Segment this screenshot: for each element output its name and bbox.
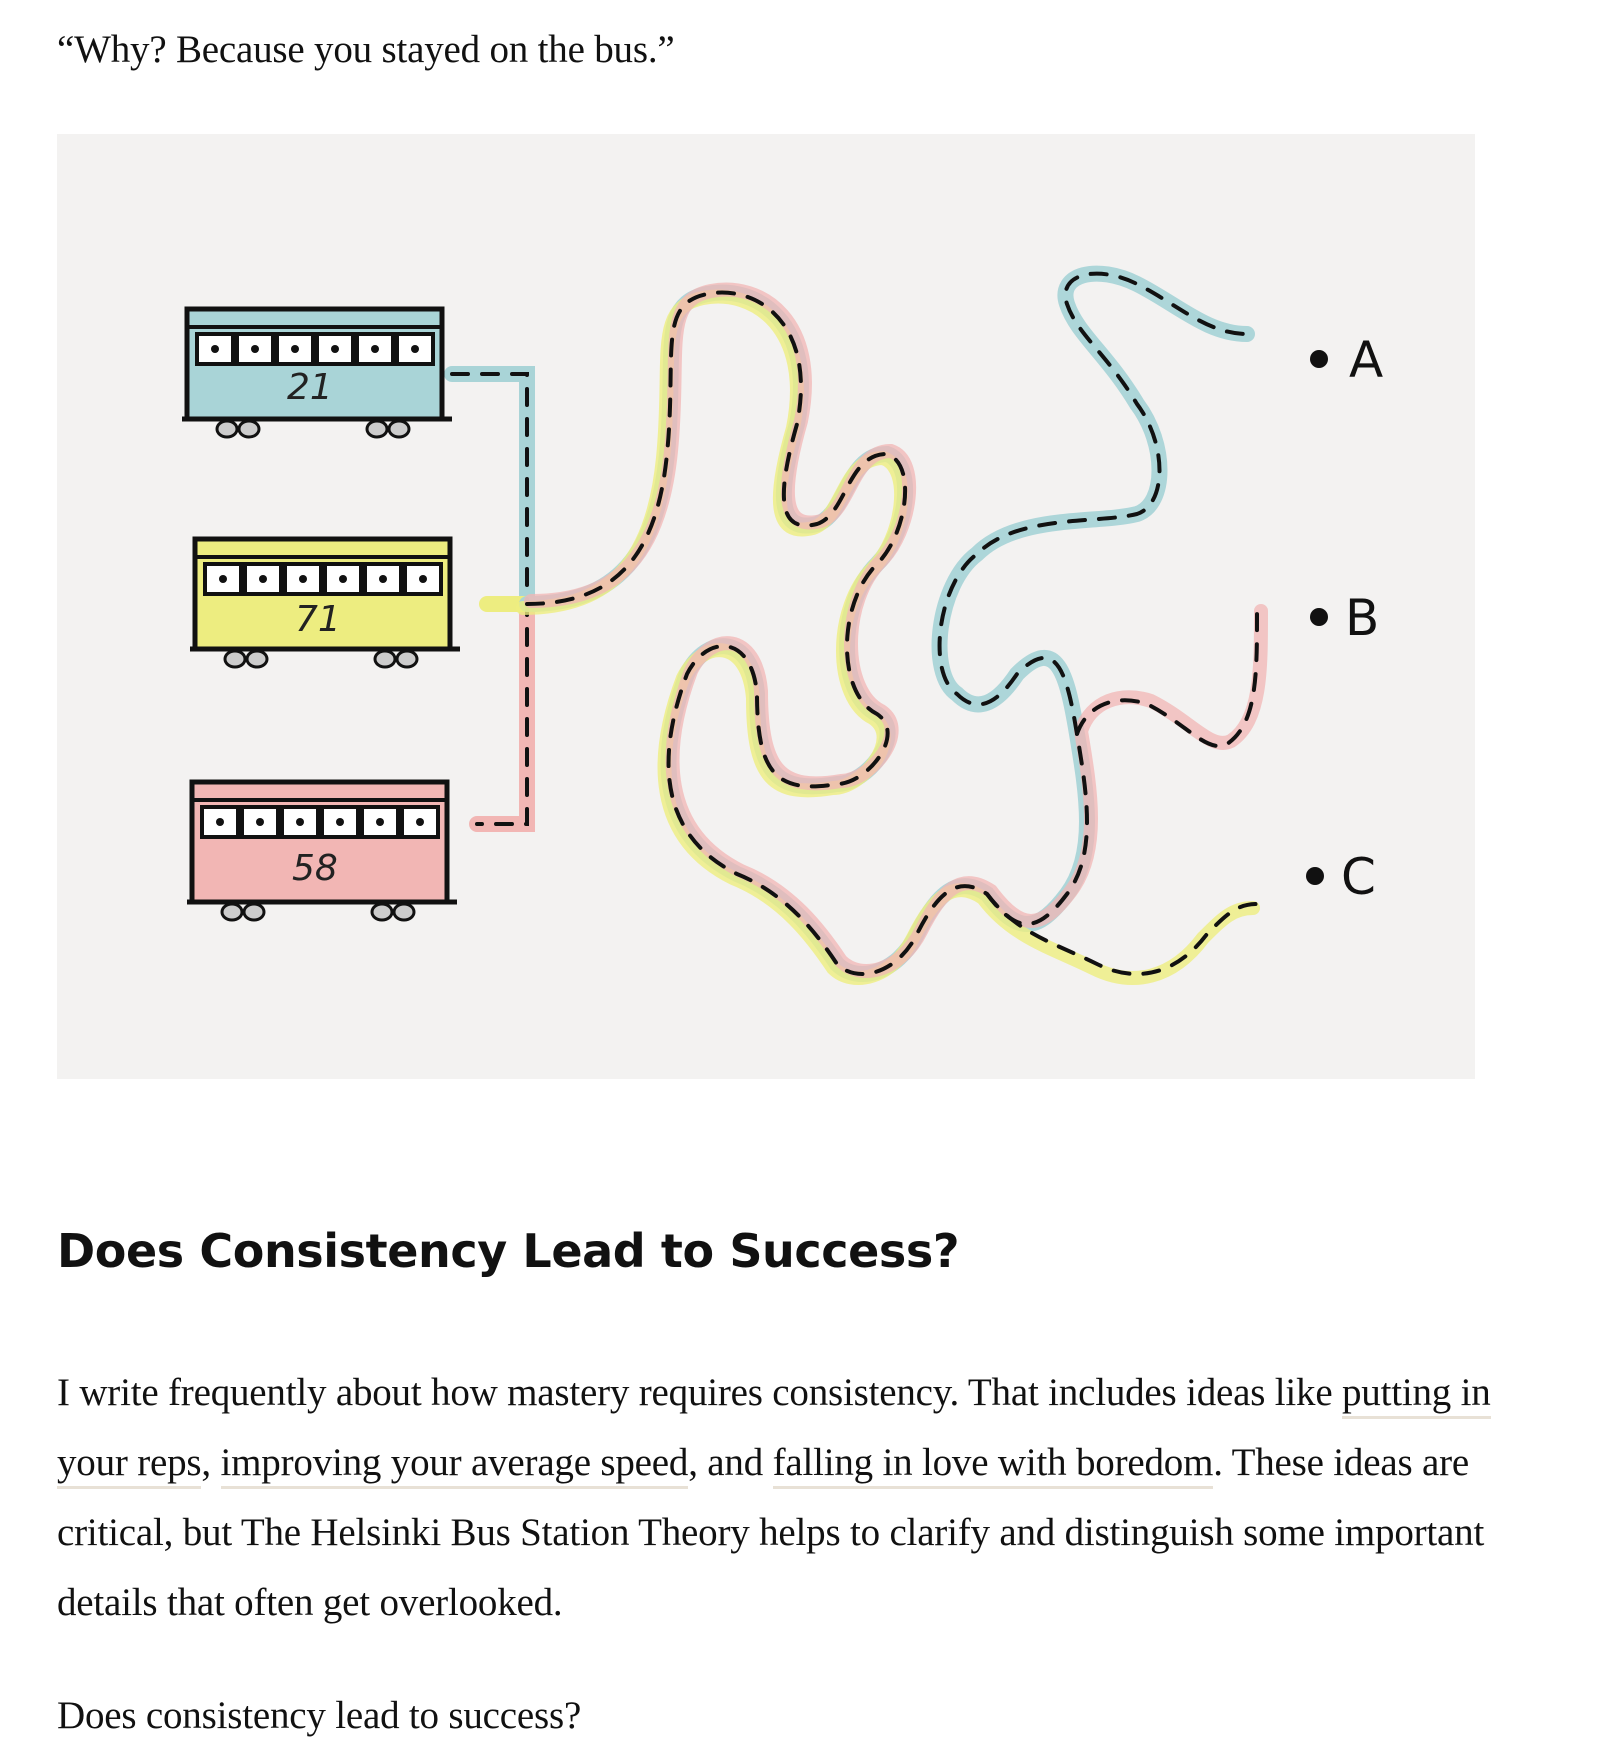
link-falling-in-love-with-boredom[interactable]: falling in love with boredom xyxy=(773,1441,1214,1489)
paragraph-text-part1: I write frequently about how mastery requires consistency. That includes ideas like xyxy=(57,1371,1342,1414)
paragraph-separator-2: , and xyxy=(688,1441,773,1484)
bus-71-number: 71 xyxy=(295,599,341,640)
connector-lines xyxy=(452,374,527,824)
bus-21-number: 21 xyxy=(287,367,333,408)
destination-c-dot xyxy=(1306,867,1324,885)
destination-b-dot xyxy=(1310,608,1328,626)
destinations xyxy=(1306,331,1383,906)
bus-71 xyxy=(190,539,460,667)
link-putting-in-your-reps[interactable]: putting in your reps xyxy=(57,1371,1491,1489)
destination-a-label: A xyxy=(1349,331,1384,389)
bus-58-number: 58 xyxy=(292,848,338,889)
paragraph-separator-1: , xyxy=(201,1441,221,1484)
helsinki-bus-illustration xyxy=(57,134,1475,1079)
quote-paragraph: “Why? Because you stayed on the bus.” xyxy=(57,28,675,71)
destination-a-dot xyxy=(1310,350,1328,368)
bus-21 xyxy=(182,309,452,437)
shared-route xyxy=(523,274,1261,978)
destination-b-label: B xyxy=(1345,589,1380,647)
bus-58 xyxy=(187,782,457,920)
link-improving-your-average-speed[interactable]: improving your average speed xyxy=(221,1441,689,1489)
final-paragraph: Does consistency lead to success? xyxy=(57,1694,582,1737)
paragraph-text-part2: . These ideas are critical, but The Helsinki Bus Station Theory helps to clarify and distinguish some important details that often get overlooked. xyxy=(57,1441,1485,1624)
bus-routes-drawing xyxy=(57,134,1475,1079)
section-heading: Does Consistency Lead to Success? xyxy=(57,1224,960,1278)
body-paragraph xyxy=(57,1358,1537,1638)
destination-c-label: C xyxy=(1341,848,1376,906)
